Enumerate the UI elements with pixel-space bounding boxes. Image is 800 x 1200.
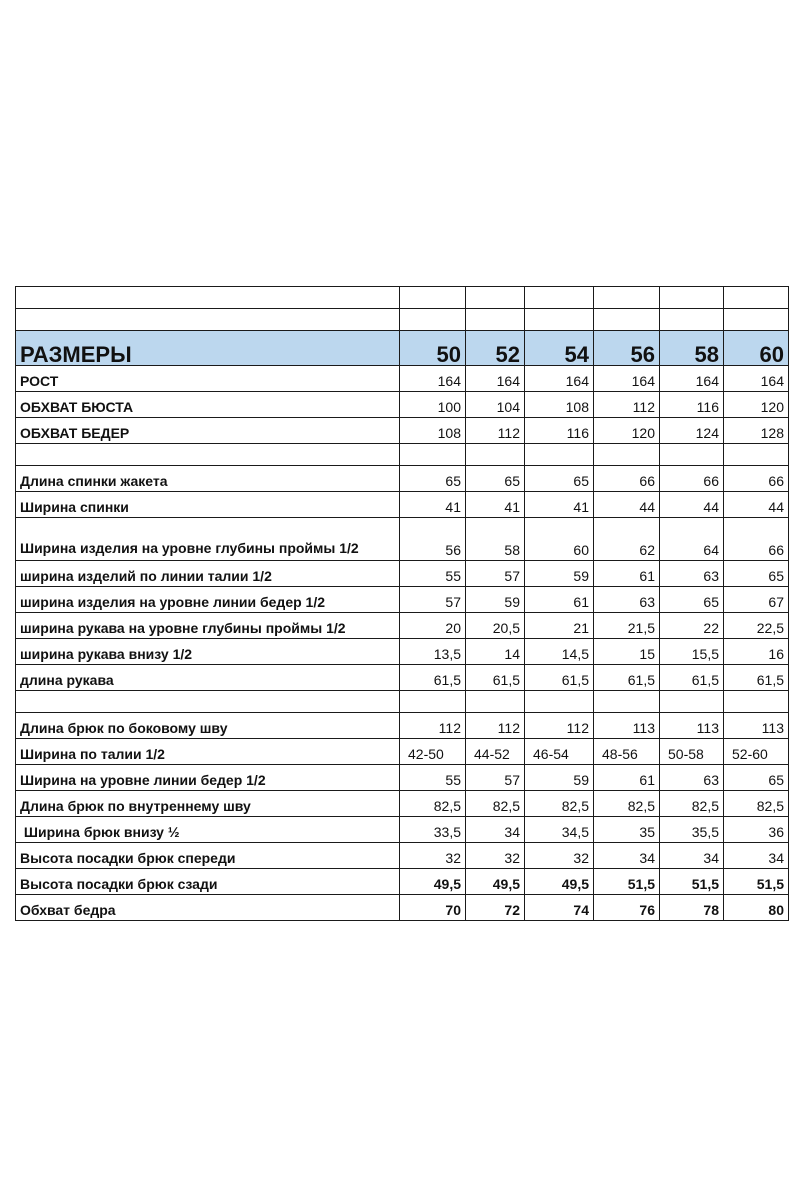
row-label: Высота посадки брюк сзади xyxy=(16,869,400,895)
row-value: 61,5 xyxy=(594,665,660,691)
row-value: 35,5 xyxy=(660,817,724,843)
empty-cell xyxy=(16,287,400,309)
size-54-header: 54 xyxy=(525,331,594,366)
row-value: 65 xyxy=(466,466,525,492)
row-value: 76 xyxy=(594,895,660,921)
row-value: 41 xyxy=(466,492,525,518)
row-label: Ширина брюк внизу ½ xyxy=(16,817,400,843)
row-label: Ширина по талии 1/2 xyxy=(16,739,400,765)
row-value: 44 xyxy=(594,492,660,518)
empty-cell xyxy=(660,691,724,713)
table-row xyxy=(16,665,789,691)
row-value: 128 xyxy=(724,418,789,444)
row-value: 120 xyxy=(594,418,660,444)
row-value: 15 xyxy=(594,639,660,665)
row-value: 66 xyxy=(660,466,724,492)
row-value: 63 xyxy=(594,587,660,613)
row-value: 74 xyxy=(525,895,594,921)
row-value: 113 xyxy=(660,713,724,739)
row-value: 49,5 xyxy=(525,869,594,895)
header-label: РАЗМЕРЫ xyxy=(16,331,400,366)
row-label: ширина рукава внизу 1/2 xyxy=(16,639,400,665)
row-value: 66 xyxy=(724,466,789,492)
row-value: 59 xyxy=(466,587,525,613)
table-row xyxy=(16,613,789,639)
row-value: 65 xyxy=(724,561,789,587)
row-value: 35 xyxy=(594,817,660,843)
row-label: ширина изделий по линии талии 1/2 xyxy=(16,561,400,587)
row-value: 59 xyxy=(525,765,594,791)
row-value: 44 xyxy=(724,492,789,518)
row-value: 164 xyxy=(594,366,660,392)
size-52-header: 52 xyxy=(466,331,525,366)
row-value: 32 xyxy=(466,843,525,869)
row-label: Обхват бедра xyxy=(16,895,400,921)
row-value: 36 xyxy=(724,817,789,843)
empty-cell xyxy=(466,287,525,309)
row-value: 55 xyxy=(400,765,466,791)
row-value: 22,5 xyxy=(724,613,789,639)
row-value: 13,5 xyxy=(400,639,466,665)
table-row xyxy=(16,895,789,921)
empty-cell xyxy=(466,309,525,331)
row-value: 49,5 xyxy=(466,869,525,895)
row-value: 61 xyxy=(525,587,594,613)
table-row xyxy=(16,492,789,518)
row-value: 44-52 xyxy=(466,739,525,765)
row-value: 33,5 xyxy=(400,817,466,843)
row-value: 164 xyxy=(466,366,525,392)
empty-cell xyxy=(660,287,724,309)
size-60-header: 60 xyxy=(724,331,789,366)
row-value: 20,5 xyxy=(466,613,525,639)
empty-cell xyxy=(660,444,724,466)
size-chart-table xyxy=(15,286,789,921)
row-value: 112 xyxy=(594,392,660,418)
row-value: 34 xyxy=(594,843,660,869)
row-value: 112 xyxy=(466,418,525,444)
row-value: 51,5 xyxy=(594,869,660,895)
table-row xyxy=(16,418,789,444)
table-row xyxy=(16,765,789,791)
row-value: 164 xyxy=(525,366,594,392)
row-value: 65 xyxy=(525,466,594,492)
row-value: 41 xyxy=(525,492,594,518)
empty-cell xyxy=(16,444,400,466)
row-value: 164 xyxy=(660,366,724,392)
row-value: 113 xyxy=(724,713,789,739)
row-value: 14 xyxy=(466,639,525,665)
row-value: 61,5 xyxy=(400,665,466,691)
row-value: 61,5 xyxy=(724,665,789,691)
row-value: 50-58 xyxy=(660,739,724,765)
table-row xyxy=(16,392,789,418)
row-value: 57 xyxy=(466,765,525,791)
empty-cell xyxy=(466,444,525,466)
table-row xyxy=(16,466,789,492)
row-value: 44 xyxy=(660,492,724,518)
row-label: длина рукава xyxy=(16,665,400,691)
row-value: 82,5 xyxy=(400,791,466,817)
table-row xyxy=(16,366,789,392)
row-value: 34,5 xyxy=(525,817,594,843)
row-value: 16 xyxy=(724,639,789,665)
row-label: ОБХВАТ БЕДЕР xyxy=(16,418,400,444)
row-value: 48-56 xyxy=(594,739,660,765)
empty-cell xyxy=(400,691,466,713)
row-value: 116 xyxy=(660,392,724,418)
row-value: 120 xyxy=(724,392,789,418)
row-value: 62 xyxy=(594,518,660,561)
table-row xyxy=(16,587,789,613)
row-value: 113 xyxy=(594,713,660,739)
row-value: 55 xyxy=(400,561,466,587)
empty-cell xyxy=(525,309,594,331)
row-value: 64 xyxy=(660,518,724,561)
empty-cell xyxy=(525,444,594,466)
row-value: 82,5 xyxy=(660,791,724,817)
row-value: 164 xyxy=(724,366,789,392)
empty-cell xyxy=(724,444,789,466)
empty-cell xyxy=(660,309,724,331)
row-value: 104 xyxy=(466,392,525,418)
empty-cell xyxy=(594,691,660,713)
size-50-header: 50 xyxy=(400,331,466,366)
row-value: 49,5 xyxy=(400,869,466,895)
empty-cell xyxy=(400,287,466,309)
row-value: 65 xyxy=(660,587,724,613)
row-value: 116 xyxy=(525,418,594,444)
row-value: 58 xyxy=(466,518,525,561)
row-value: 65 xyxy=(724,765,789,791)
table-row xyxy=(16,639,789,665)
empty-cell xyxy=(466,691,525,713)
row-value: 61 xyxy=(594,765,660,791)
row-value: 67 xyxy=(724,587,789,613)
row-value: 61,5 xyxy=(525,665,594,691)
row-value: 57 xyxy=(400,587,466,613)
table-row xyxy=(16,817,789,843)
row-value: 51,5 xyxy=(724,869,789,895)
row-label: ширина рукава на уровне глубины проймы 1/2 xyxy=(16,613,400,639)
row-value: 112 xyxy=(525,713,594,739)
row-value: 61,5 xyxy=(466,665,525,691)
row-value: 164 xyxy=(400,366,466,392)
row-value: 60 xyxy=(525,518,594,561)
empty-cell xyxy=(724,309,789,331)
table-row xyxy=(16,561,789,587)
row-value: 34 xyxy=(466,817,525,843)
row-value: 80 xyxy=(724,895,789,921)
empty-cell xyxy=(400,309,466,331)
empty-cell xyxy=(594,287,660,309)
empty-cell xyxy=(724,691,789,713)
empty-cell xyxy=(525,691,594,713)
size-58-header: 58 xyxy=(660,331,724,366)
empty-row xyxy=(16,309,789,331)
row-value: 20 xyxy=(400,613,466,639)
row-value: 14,5 xyxy=(525,639,594,665)
row-value: 108 xyxy=(525,392,594,418)
table-row xyxy=(16,869,789,895)
row-label: Высота посадки брюк спереди xyxy=(16,843,400,869)
row-value: 34 xyxy=(660,843,724,869)
row-value: 82,5 xyxy=(466,791,525,817)
row-value: 41 xyxy=(400,492,466,518)
empty-row xyxy=(16,444,789,466)
table-row xyxy=(16,713,789,739)
empty-cell xyxy=(724,287,789,309)
empty-row xyxy=(16,287,789,309)
empty-cell xyxy=(525,287,594,309)
empty-row xyxy=(16,691,789,713)
row-value: 61 xyxy=(594,561,660,587)
row-value: 56 xyxy=(400,518,466,561)
row-value: 70 xyxy=(400,895,466,921)
row-label: Длина брюк по боковому шву xyxy=(16,713,400,739)
row-value: 66 xyxy=(724,518,789,561)
row-label: ширина изделия на уровне линии бедер 1/2 xyxy=(16,587,400,613)
table-row xyxy=(16,518,789,561)
row-value: 21 xyxy=(525,613,594,639)
row-value: 82,5 xyxy=(525,791,594,817)
row-value: 100 xyxy=(400,392,466,418)
empty-cell xyxy=(16,309,400,331)
row-value: 82,5 xyxy=(724,791,789,817)
row-label: Ширина изделия на уровне глубины проймы 1/2 xyxy=(16,518,400,561)
row-value: 34 xyxy=(724,843,789,869)
size-56-header: 56 xyxy=(594,331,660,366)
row-value: 78 xyxy=(660,895,724,921)
row-label: Ширина на уровне линии бедер 1/2 xyxy=(16,765,400,791)
row-value: 63 xyxy=(660,561,724,587)
empty-cell xyxy=(594,444,660,466)
row-value: 82,5 xyxy=(594,791,660,817)
empty-cell xyxy=(594,309,660,331)
empty-cell xyxy=(400,444,466,466)
row-value: 46-54 xyxy=(525,739,594,765)
row-value: 72 xyxy=(466,895,525,921)
row-value: 112 xyxy=(466,713,525,739)
row-value: 61,5 xyxy=(660,665,724,691)
row-value: 32 xyxy=(400,843,466,869)
row-value: 15,5 xyxy=(660,639,724,665)
row-label: РОСТ xyxy=(16,366,400,392)
row-label: Длина брюк по внутреннему шву xyxy=(16,791,400,817)
header-row xyxy=(16,331,789,366)
row-value: 32 xyxy=(525,843,594,869)
row-value: 124 xyxy=(660,418,724,444)
row-value: 59 xyxy=(525,561,594,587)
row-value: 112 xyxy=(400,713,466,739)
row-value: 57 xyxy=(466,561,525,587)
row-value: 63 xyxy=(660,765,724,791)
row-value: 21,5 xyxy=(594,613,660,639)
table-row xyxy=(16,791,789,817)
row-value: 66 xyxy=(594,466,660,492)
table-row xyxy=(16,843,789,869)
row-value: 52-60 xyxy=(724,739,789,765)
row-label: Ширина спинки xyxy=(16,492,400,518)
table-row xyxy=(16,739,789,765)
row-value: 65 xyxy=(400,466,466,492)
row-label: Длина спинки жакета xyxy=(16,466,400,492)
row-label: ОБХВАТ БЮСТА xyxy=(16,392,400,418)
empty-cell xyxy=(16,691,400,713)
row-value: 51,5 xyxy=(660,869,724,895)
row-value: 108 xyxy=(400,418,466,444)
row-value: 22 xyxy=(660,613,724,639)
row-value: 42-50 xyxy=(400,739,466,765)
